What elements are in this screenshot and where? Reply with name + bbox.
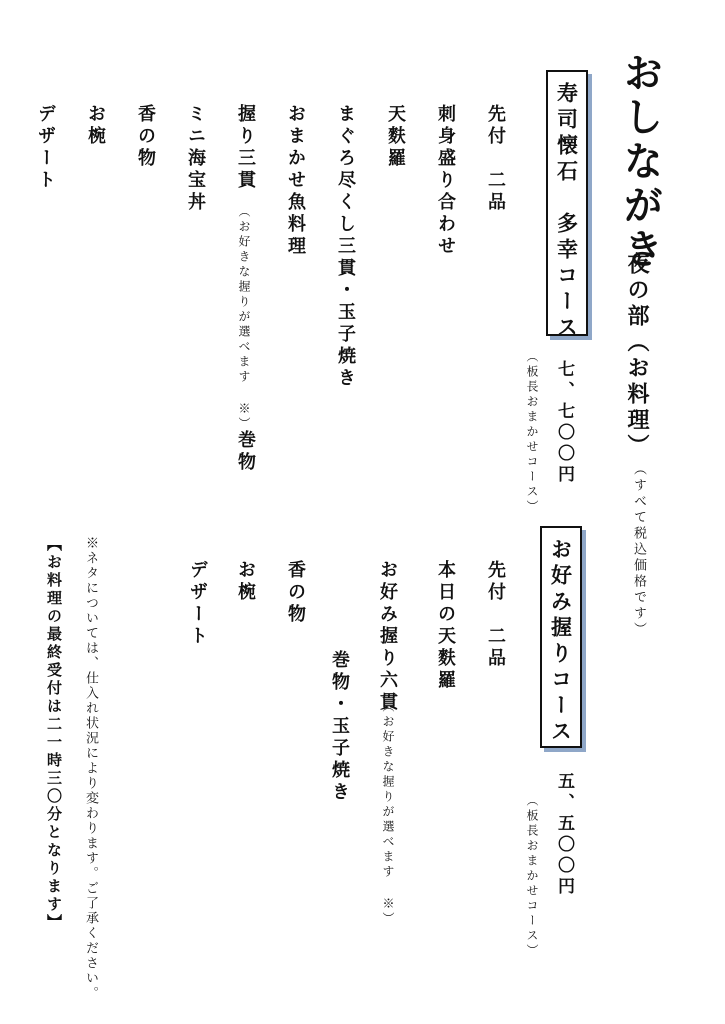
course-b-item-6: お椀 (235, 560, 256, 604)
course-a-item-1: 先付 二品 (485, 104, 506, 214)
page-title: おしながき (617, 52, 664, 272)
course-a-item-3: 天麩羅 (385, 104, 406, 170)
course-b-item-1: 先付 二品 (485, 560, 506, 670)
course-a-nigiri-note: （お好きな握りが選べます ※） (237, 205, 251, 432)
page-subtitle: 夜の部（お料理） (624, 252, 650, 460)
course-b-item-5: 香の物 (285, 560, 306, 626)
course-a-item-6: 握り三貫 (235, 104, 256, 192)
course-a-item-8: 香の物 (135, 104, 156, 170)
course-a-price: 七、七〇〇円 (554, 360, 574, 486)
course-a-item-7: ミニ海宝丼 (185, 104, 206, 214)
course-a-item-2: 刺身盛り合わせ (435, 104, 456, 258)
course-b-item-3: お好み握り六貫 (377, 560, 398, 714)
course-a-title: 寿司懐石 多幸コース (554, 82, 580, 342)
course-a-item-10: デザート (35, 104, 56, 192)
course-b-item-4: 巻物・玉子焼き (329, 650, 350, 804)
course-b-title-box (540, 526, 582, 748)
course-a-note: （板長おまかせコース） (525, 350, 539, 515)
course-b-price: 五、五〇〇円 (554, 772, 574, 898)
course-b-note: （板長おまかせコース） (525, 794, 539, 959)
last-order-note: 【お料理の最終受付は二一時三〇分となります】 (45, 536, 63, 932)
course-b-nigiri-note: （お好きな握りが選べます ※） (381, 700, 395, 927)
course-a-nigiri-suffix: 巻物 (235, 430, 256, 474)
ingredients-note: ※ネタについては、仕入れ状況により変わります。ご了承ください。 (83, 536, 98, 1001)
course-a-item-9: お椀 (85, 104, 106, 148)
course-b-item-7: デザート (187, 560, 208, 648)
course-a-item-4: まぐろ尽くし三貫・玉子焼き (335, 104, 356, 390)
course-a-item-5: おまかせ魚料理 (285, 104, 306, 258)
course-a-title-box (546, 70, 588, 342)
course-b-item-2: 本日の天麩羅 (435, 560, 456, 692)
tax-note: （すべて税込価格です） (631, 462, 646, 638)
course-b-title: お好み握りコース (548, 538, 574, 746)
